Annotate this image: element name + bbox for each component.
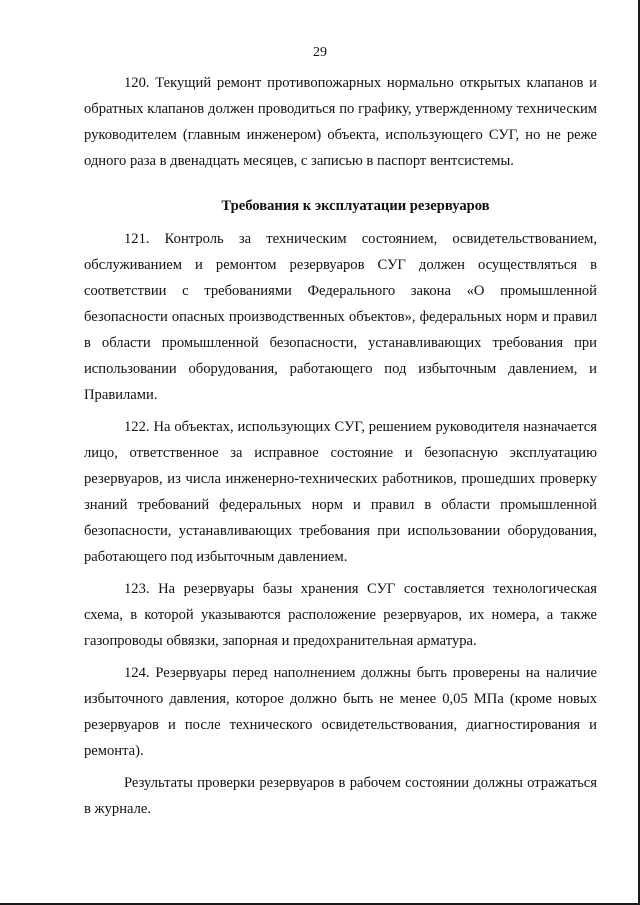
paragraph-124: 124. Резервуары перед наполнением должны быть проверены на наличие избыточного давления, которое должно быть не менее 0,05 МПа (кроме новых резервуаров и после технического освидетельствования, диагностирования и ремонта).	[84, 665, 597, 759]
paragraph-results: Результаты проверки резервуаров в рабочем состоянии должны отражаться в журнале.	[84, 775, 597, 817]
paragraph-122: 122. На объектах, использующих СУГ, решением руководителя назначается лицо, ответственное за исправное состояние и безопасную эксплуатацию резервуаров, из числа инженерно-технических работников, прошедших проверку знаний требований федеральных норм и правил в области промышленной безопасности, устанавливающих требования при использовании оборудования, работающего под избыточным давлением.	[84, 419, 597, 565]
document-body	[84, 70, 597, 822]
paragraph-121: 121. Контроль за техническим состоянием, освидетельствованием, обслуживанием и ремонтом резервуаров СУГ должен осуществляться в соответствии с требованиями Федерального закона «О промышленной безопасности опасных производственных объектов», федеральных норм и правил в области промышленной безопасности, устанавливающих требования при использовании оборудования, работающего под избыточным давлением, и Правилами.	[84, 231, 597, 403]
paragraph-120: 120. Текущий ремонт противопожарных нормально открытых клапанов и обратных клапанов должен проводиться по графику, утвержденному техническим руководителем (главным инженером) объекта, использующего СУГ, но не реже одного раза в двенадцать месяцев, с записью в паспорт вентсистемы.	[84, 75, 597, 169]
paragraph-123: 123. На резервуары базы хранения СУГ составляется технологическая схема, в которой указываются расположение резервуаров, их номера, а также газопроводы обвязки, запорная и предохранительная арматура.	[84, 581, 597, 649]
page-number: 29	[313, 45, 327, 60]
section-heading: Требования к эксплуатации резервуаров	[221, 198, 490, 214]
